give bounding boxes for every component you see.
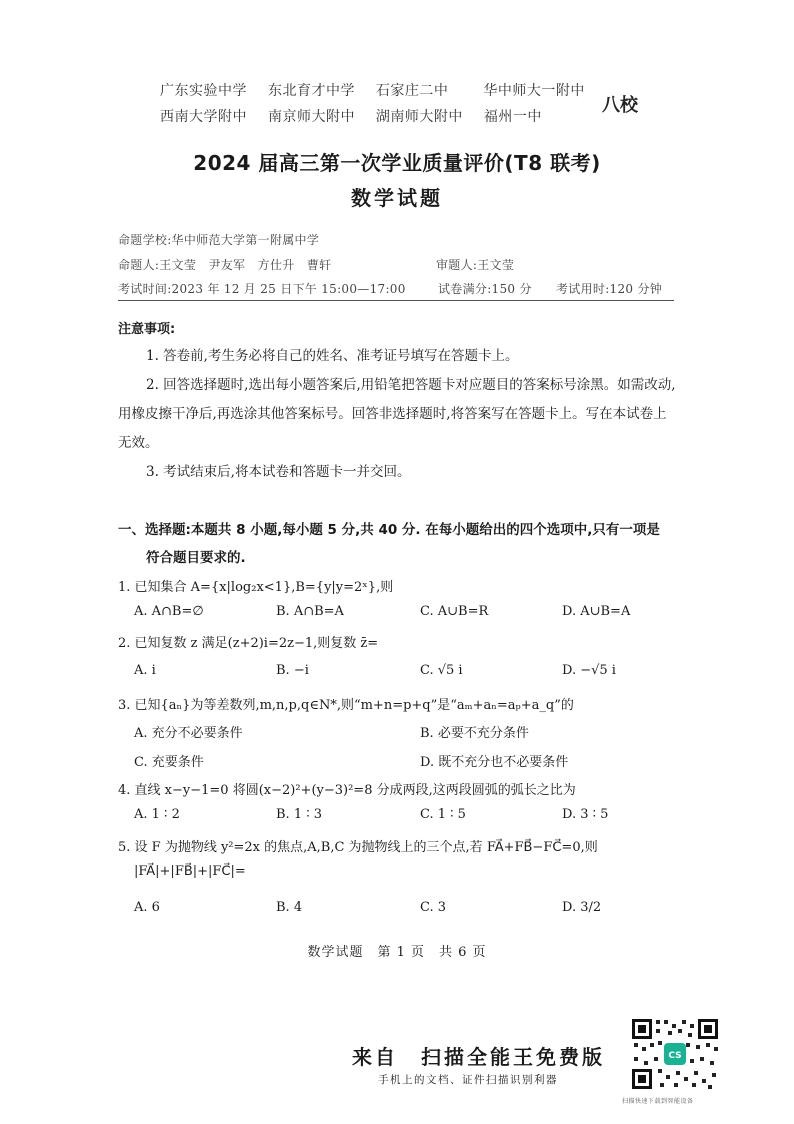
exam-subject-title: 数学试题: [351, 186, 443, 210]
question-5-option-d: D. 3/2: [562, 900, 602, 915]
school-name: 南京师大附中: [267, 109, 355, 125]
header-divider: [118, 300, 674, 301]
question-2-option-b: B. −i: [276, 663, 309, 678]
qr-code-icon[interactable]: [630, 1017, 720, 1091]
question-5-option-c: C. 3: [420, 900, 447, 915]
question-4-option-a: A. 1 ∶ 2: [134, 807, 180, 822]
author-school: 命题学校:华中师范大学第一附属中学: [118, 233, 320, 247]
question-4-option-b: B. 1 ∶ 3: [276, 807, 323, 822]
authors: 命题人:王文莹 尹友军 方仕升 曹轩: [118, 258, 332, 272]
school-name: 广东实验中学: [160, 83, 247, 99]
question-5-option-b: B. 4: [276, 900, 303, 915]
question-3-option-d: D. 既不充分也不必要条件: [420, 755, 569, 770]
question-2-option-d: D. −√5 i: [562, 663, 616, 678]
question-4-option-d: D. 3 ∶ 5: [562, 807, 609, 822]
exam-duration: 考试用时:120 分钟: [556, 282, 663, 296]
question-5-stem-cont: |FA⃗|+|FB⃗|+|FC⃗|=: [134, 864, 246, 879]
note-item: 3. 考试结束后,将本试卷和答题卡一并交回。: [146, 464, 411, 480]
school-list-row-1: [160, 80, 601, 100]
question-3-option-b: B. 必要不充分条件: [420, 726, 529, 741]
question-5-stem: 5. 设 F 为抛物线 y²=2x 的焦点,A,B,C 为抛物线上的三个点,若 FA⃗+FB⃗−FC⃗=0,则: [118, 840, 598, 855]
full-score: 试卷满分:150 分: [438, 282, 532, 296]
qr-logo-text: CS: [668, 1051, 682, 1061]
question-2-stem: 2. 已知复数 z 满足(z+2)i=2z−1,则复数 z̄=: [118, 636, 379, 651]
school-name: 湖南师大附中: [375, 109, 463, 125]
question-3-option-c: C. 充要条件: [134, 755, 204, 770]
question-3-option-a: A. 充分不必要条件: [134, 726, 243, 741]
school-name: 华中师大一附中: [483, 83, 585, 99]
reviewer: 审题人:王文莹: [436, 258, 515, 272]
school-name: 东北育才中学: [267, 83, 355, 99]
exam-time: 考试时间:2023 年 12 月 25 日下午 15:00—17:00: [118, 282, 406, 296]
question-1-option-a: A. A∩B=∅: [134, 604, 204, 619]
question-5-option-a: A. 6: [134, 900, 160, 915]
question-1-option-b: B. A∩B=A: [276, 604, 344, 619]
qr-caption: 扫描快速下载到智能设备: [622, 1098, 694, 1105]
scanner-watermark-title: 来自 扫描全能王免费版: [352, 1045, 605, 1069]
note-item: 2. 回答选择题时,选出每小题答案后,用铅笔把答题卡对应题目的答案标号涂黑。如需改动,用橡皮擦干净后,再选涂其他答案标号。回答非选择题时,将答案写在答题卡上。写在本试卷上无效。: [118, 377, 676, 451]
question-2-option-a: A. i: [134, 663, 156, 678]
school-name: 福州一中: [483, 109, 542, 125]
notes-list: [118, 342, 678, 487]
note-item: 1. 答卷前,考生务必将自己的姓名、准考证号填写在答题卡上。: [146, 348, 519, 364]
question-1-stem: 1. 已知集合 A={x|log₂x<1},B={y|y=2ˣ},则: [118, 580, 394, 595]
section-heading: 一、选择题:本题共 8 小题,每小题 5 分,共 40 分. 在每小题给出的四个选项中,只有一项是: [118, 522, 660, 538]
school-name: 西南大学附中: [160, 109, 247, 125]
notes-heading: 注意事项:: [118, 322, 176, 337]
exam-title: 2024 届高三第一次学业质量评价(T8 联考): [193, 151, 601, 175]
page-footer: 数学试题 第 1 页 共 6 页: [307, 945, 487, 960]
section-heading-cont: 符合题目要求的.: [146, 550, 246, 566]
school-list-row-2: [160, 106, 558, 126]
question-2-option-c: C. √5 i: [420, 663, 463, 678]
question-4-option-c: C. 1 ∶ 5: [420, 807, 466, 822]
question-1-option-c: C. A∪B=R: [420, 604, 489, 619]
question-4-stem: 4. 直线 x−y−1=0 将圆(x−2)²+(y−3)²=8 分成两段,这两段圆弧的弧长之比为: [118, 783, 576, 798]
school-name: 石家庄二中: [375, 83, 449, 99]
question-1-option-d: D. A∪B=A: [562, 604, 631, 619]
scanner-watermark-subtitle: 手机上的文档、证件扫描识别利器: [378, 1074, 558, 1086]
question-3-stem: 3. 已知{aₙ}为等差数列,m,n,p,q∈N*,则“m+n=p+q”是“aₘ+aₙ=aₚ+a_q”的: [118, 698, 574, 713]
eight-schools-badge: 八校: [602, 95, 638, 116]
